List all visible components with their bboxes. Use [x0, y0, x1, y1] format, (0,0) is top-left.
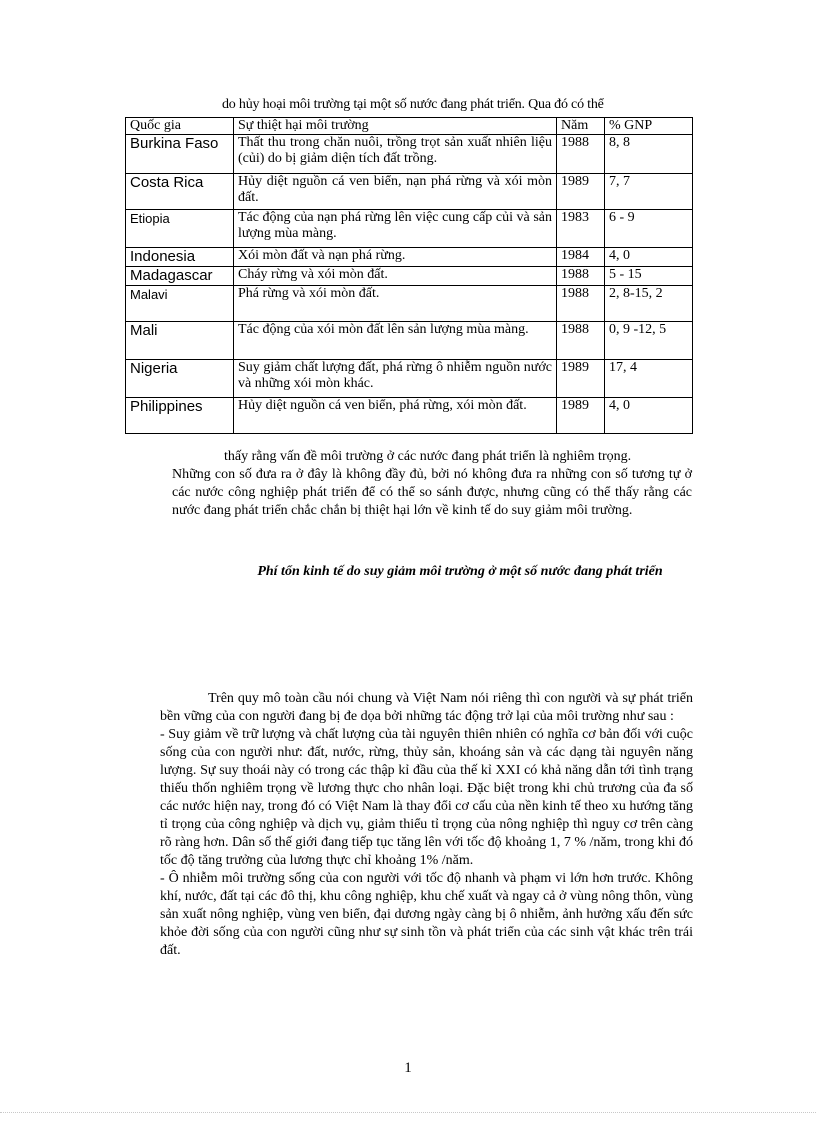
cell-country: Nigeria — [126, 360, 234, 398]
cell-damage: Tác động của xói mòn đất lên sản lượng mùa màng. — [234, 322, 557, 360]
cell-year: 1988 — [557, 135, 605, 174]
body-paragraph: - Suy giảm về trữ lượng và chất lượng của tài nguyên thiên nhiên có nghĩa cơ bản đối với cuộc sống của con người như: đất, nước, rừng, thủy sản, khoáng sản và các dạng tài nguyên năng lượng. Sự suy thoái này có trong các thập kỉ đầu của thế kỉ XXI có khả năng dẫn tới tình trạng thiếu thốn nghiêm trọng về lương thực cho nhân loại. Đặc biệt trong khi chủ trương của đa số các nước hiện nay, trong đó có Việt Nam là thay đổi cơ cấu của nền kinh tế theo xu hướng tăng tỉ trọng của công nghiệp và dịch vụ, giảm thiểu tỉ trọng của nông nghiệp thì nguy cơ trên càng rõ ràng hơn. Dân số thế giới đang tiếp tục tăng lên với tốc độ khoảng 1, 7 % /năm, trong khi đó tốc độ tăng trưởng của lương thực chỉ khoảng 1% /năm. — [160, 727, 693, 868]
cell-damage: Hủy diệt nguồn cá ven biển, nạn phá rừng và xói mòn đất. — [234, 174, 557, 210]
cell-country: Etiopia — [126, 210, 234, 248]
cell-gnp: 5 - 15 — [605, 267, 693, 286]
table-row — [126, 135, 693, 174]
cell-country: Indonesia — [126, 248, 234, 267]
cell-damage: Tác động của nạn phá rừng lên việc cung cấp củi và sản lượng mùa màng. — [234, 210, 557, 248]
table-row — [126, 174, 693, 210]
cell-country: Madagascar — [126, 267, 234, 286]
cell-year: 1984 — [557, 248, 605, 267]
cell-gnp: 2, 8-15, 2 — [605, 286, 693, 322]
cell-damage: Xói mòn đất và nạn phá rừng. — [234, 248, 557, 267]
cell-damage: Suy giảm chất lượng đất, phá rừng ô nhiễm nguồn nước và những xói mòn khác. — [234, 360, 557, 398]
cell-year: 1988 — [557, 322, 605, 360]
table-header-row — [126, 118, 693, 135]
cell-year: 1989 — [557, 360, 605, 398]
table-caption: Phí tổn kinh tế do suy giảm môi trường ở một số nước đang phát triển — [257, 564, 663, 579]
cell-country: Costa Rica — [126, 174, 234, 210]
cell-country: Malavi — [126, 286, 234, 322]
cell-gnp: 4, 0 — [605, 398, 693, 434]
cell-damage: Thất thu trong chăn nuôi, trồng trọt sản xuất nhiên liệu (củi) do bị giảm diện tích đất trồng. — [234, 135, 557, 174]
cell-damage: Phá rừng và xói mòn đất. — [234, 286, 557, 322]
cell-country: Mali — [126, 322, 234, 360]
cell-year: 1989 — [557, 398, 605, 434]
table-row — [126, 360, 693, 398]
cell-gnp: 6 - 9 — [605, 210, 693, 248]
cell-gnp: 7, 7 — [605, 174, 693, 210]
table-row — [126, 398, 693, 434]
header-gnp: % GNP — [605, 118, 693, 135]
cell-year: 1989 — [557, 174, 605, 210]
cell-gnp: 8, 8 — [605, 135, 693, 174]
body-paragraph: - Ô nhiễm môi trường sống của con người với tốc độ nhanh và phạm vi lớn hơn trước. Không khí, nước, đất tại các đô thị, khu công nghiệp, khu chế xuất và ngay cả ở vùng nông thôn, vùng sản xuất nông nghiệp, vùng ven biển, đại dương ngày càng bị ô nhiễm, ảnh hưởng xấu đến sức khỏe đời sống của con người cũng như sự sinh tồn và phát triển của các sinh vật khác trên trái đất. — [160, 871, 693, 958]
footer-divider — [0, 1112, 816, 1113]
header-year: Năm — [557, 118, 605, 135]
summary-paragraph — [172, 448, 692, 520]
cell-year: 1988 — [557, 267, 605, 286]
cell-country: Philippines — [126, 398, 234, 434]
table-row — [126, 322, 693, 360]
cell-year: 1983 — [557, 210, 605, 248]
intro-line: do hủy hoại môi trường tại một số nước đang phát triển. Qua đó có thể — [222, 97, 604, 112]
header-damage: Sự thiệt hại môi trường — [234, 118, 557, 135]
environmental-damage-table — [125, 117, 693, 434]
table-row — [126, 248, 693, 267]
cell-gnp: 17, 4 — [605, 360, 693, 398]
summary-rest: Những con số đưa ra ở đây là không đầy đủ, bởi nó không đưa ra những con số tương tự ở các nước công nghiệp phát triển để có thể so sánh được, nhưng cũng có thể thấy rằng các nước đang phát triển chắc chắn bị thiệt hại lớn về kinh tế do suy giảm môi trường. — [172, 467, 692, 518]
cell-damage: Hủy diệt nguồn cá ven biển, phá rừng, xói mòn đất. — [234, 398, 557, 434]
body-paragraph: Trên quy mô toàn cầu nói chung và Việt Nam nói riêng thì con người và sự phát triển bền vững của con người đang bị đe dọa bởi những tác động trở lại của môi trường như sau : — [160, 691, 693, 724]
cell-gnp: 0, 9 -12, 5 — [605, 322, 693, 360]
cell-year: 1988 — [557, 286, 605, 322]
body-text — [160, 690, 693, 960]
cell-gnp: 4, 0 — [605, 248, 693, 267]
cell-damage: Cháy rừng và xói mòn đất. — [234, 267, 557, 286]
table-row — [126, 210, 693, 248]
cell-country: Burkina Faso — [126, 135, 234, 174]
header-country: Quốc gia — [126, 118, 234, 135]
summary-first-line: thấy rằng vấn đề môi trường ở các nước đang phát triển là nghiêm trọng. — [224, 449, 632, 464]
page-number: 1 — [404, 1060, 412, 1076]
table-row — [126, 267, 693, 286]
table-row — [126, 286, 693, 322]
